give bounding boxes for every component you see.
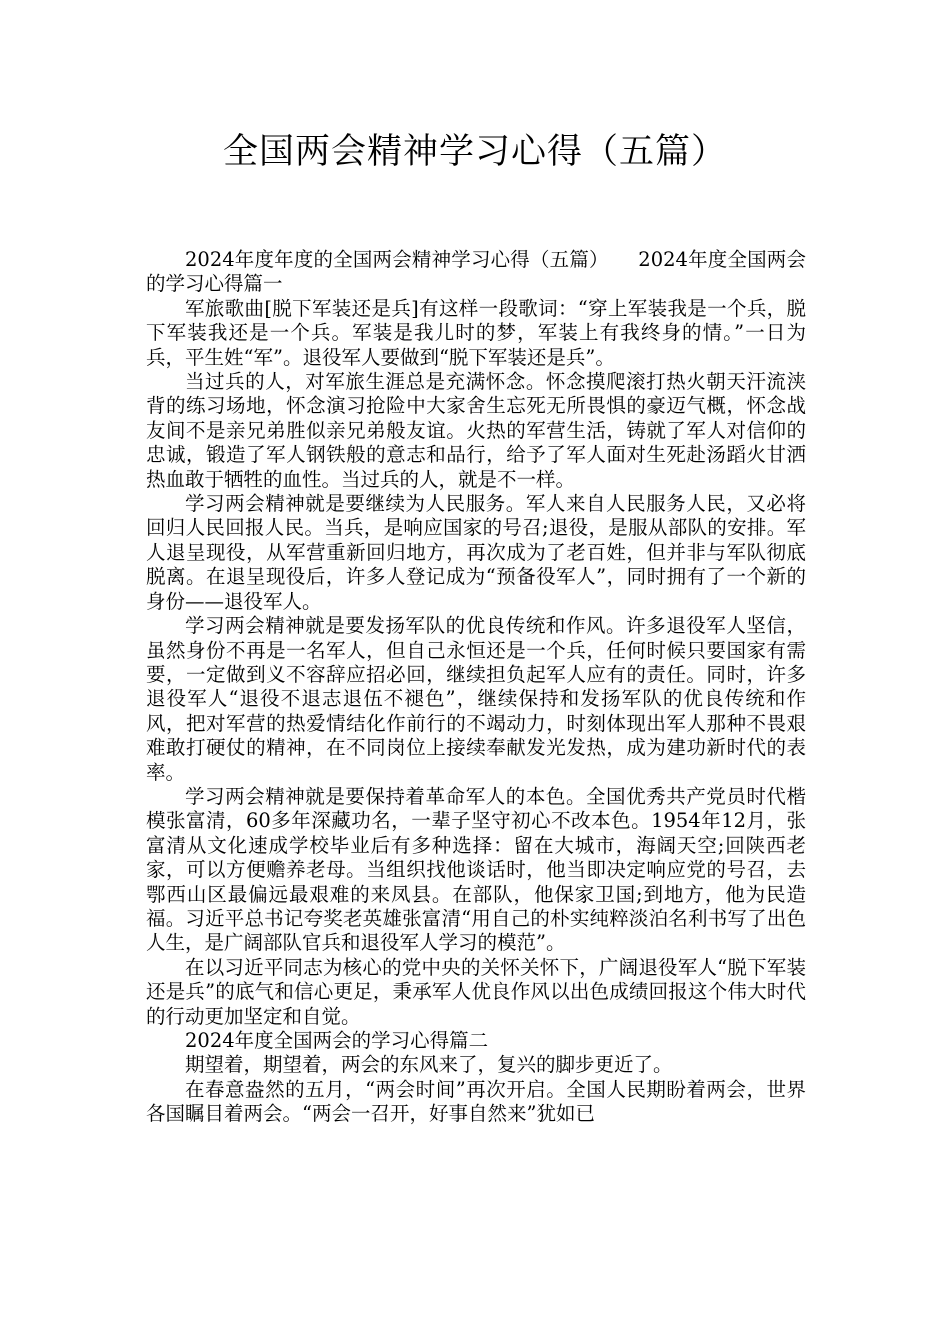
document-body — [146, 248, 806, 1127]
paragraph: 在春意盎然的五月，“两会时间”再次开启。全国人民期盼着两会，世界各国瞩目着两会。“两会一召开，好事自然来”犹如已 — [146, 1077, 806, 1126]
paragraph: 学习两会精神就是要保持着革命军人的本色。全国优秀共产党员时代楷模张富清，60多年深藏功名，一辈子坚守初心不改本色。1954年12月，张富清从文化速成学校毕业后有多种选择：留在大城市，海阔天空;回陕西老家，可以方便赡养老母。当组织找他谈话时，他当即决定响应党的号召，去鄂西山区最偏远最艰难的来凤县。在部队，他保家卫国;到地方，他为民造福。习近平总书记夸奖老英雄张富清“用自己的朴实纯粹淡泊名利书写了出色人生，是广阔部队官兵和退役军人学习的模范”。 — [146, 784, 806, 955]
section-heading: 2024年度全国两会的学习心得篇二 — [185, 1029, 489, 1052]
paragraph: 在以习近平同志为核心的党中央的关怀关怀下，广阔退役军人“脱下军装还是兵”的底气和信心更足，秉承军人优良作风以出色成绩回报这个伟大时代的行动更加坚定和自觉。 — [146, 955, 806, 1028]
paragraph: 期望着，期望着，两会的东风来了，复兴的脚步更近了。 — [185, 1053, 673, 1077]
document-title: 全国两会精神学习心得（五篇） — [222, 132, 727, 172]
paragraph: 当过兵的人，对军旅生涯总是充满怀念。怀念摸爬滚打热火朝天汗流浃背的练习场地，怀念演习抢险中大家舍生忘死无所畏惧的豪迈气概，怀念战友间不是亲兄弟胜似亲兄弟般友谊。火热的军营生活，铸就了军人对信仰的忠诚，锻造了军人钢铁般的意志和品行，给予了军人面对生死赴汤蹈火甘洒热血敢于牺牲的血性。当过兵的人，就是不一样。 — [146, 370, 806, 491]
paragraph: 学习两会精神就是要发扬军队的优良传统和作风。许多退役军人坚信，虽然身份不再是一名军人，但自己永恒还是一个兵，任何时候只要国家有需要，一定做到义不容辞应招必回，继续担负起军人应有的责任。同时，许多退役军人“退役不退志退伍不褪色”，继续保持和发扬军队的优良传统和作风，把对军营的热爱情结化作前行的不竭动力，时刻体现出军人那种不畏艰难敢打硬仗的精神，在不同岗位上接续奉献发光发热，成为建功新时代的表率。 — [146, 614, 806, 784]
paragraph: 2024年度年度的全国两会精神学习心得（五篇） 2024年度全国两会的学习心得篇一 — [146, 248, 806, 296]
paragraph: 学习两会精神就是要继续为人民服务。军人来自人民服务人民，又必将回归人民回报人民。当兵，是响应国家的号召;退役，是服从部队的安排。军人退呈现役，从军营重新回归地方，再次成为了老百姓，但并非与军队彻底脱离。在退呈现役后，许多人登记成为“预备役军人”，同时拥有了一个新的身份——退役军人。 — [146, 492, 806, 613]
paragraph: 军旅歌曲[脱下军装还是兵]有这样一段歌词：“穿上军装我是一个兵，脱下军装我还是一个兵。军装是我儿时的梦，军装上有我终身的情。”一日为兵，平生姓“军”。退役军人要做到“脱下军装还是兵”。 — [146, 296, 806, 369]
